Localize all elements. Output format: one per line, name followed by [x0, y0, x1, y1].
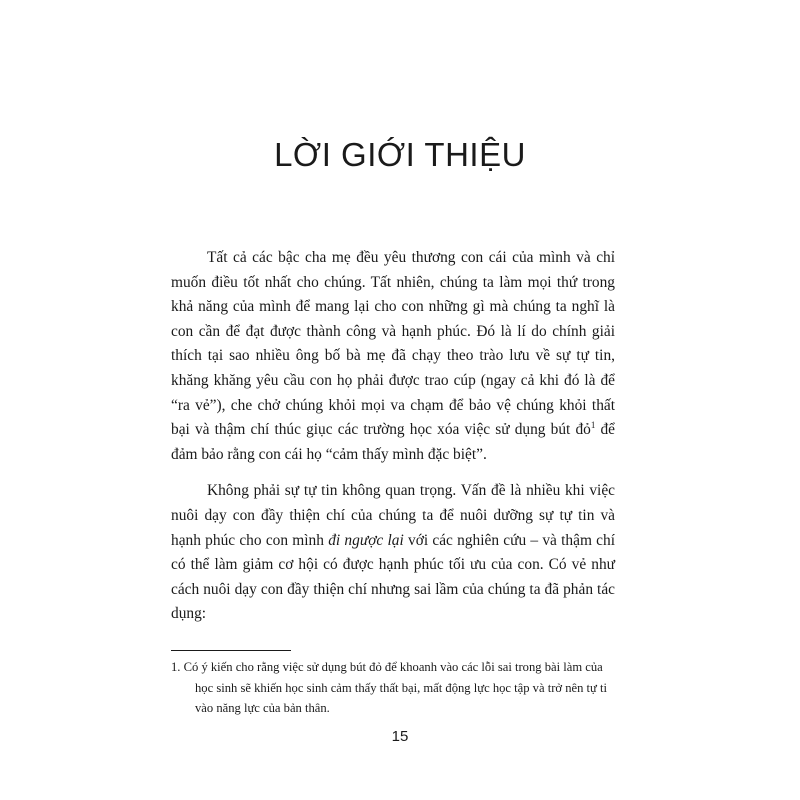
body-text	[171, 246, 615, 627]
footnote-text: 1. Có ý kiến cho rằng việc sử dụng bút đỏ để khoanh vào các lỗi sai trong bài làm của học sinh sẽ khiến học sinh cảm thấy thất bại, mất động lực học tập và trở nên tự ti vào năng lực của bản thân.	[171, 660, 608, 715]
paragraph-2-text-a: Không phải sự tự tin không quan trọng. Vấn đề là nhiều khi việc nuôi dạy con đầy thiện chí của chúng ta để nuôi dưỡng sự tự tin và hạnh phúc cho con mình	[171, 482, 615, 549]
footnote-divider	[171, 650, 291, 651]
paragraph-1	[171, 246, 615, 467]
chapter-title: LỜI GIỚI THIỆU	[274, 136, 526, 173]
paragraph-1-text-a: Tất cả các bậc cha mẹ đều yêu thương con cái của mình và chỉ muốn điều tốt nhất cho chúng. Tất nhiên, chúng ta làm mọi thứ trong khả năng của mình để mang lại cho con những gì mà chúng ta nghĩ là con cần để đạt được thành công và hạnh phúc. Đó là lí do chính giải thích tại sao nhiều ông bố bà mẹ đã chạy theo trào lưu về sự tự tin, khăng khăng yêu cầu con họ phải được trao cúp (ngay cả khi đó là để “ra vẻ”), che chở chúng khỏi mọi va chạm để bảo vệ chúng khỏi thất bại và thậm chí thúc giục các trường học xóa việc sử dụng bút đỏ	[171, 249, 615, 439]
footnote-reference: 1	[590, 420, 596, 431]
paragraph-2	[171, 479, 615, 627]
paragraph-2-text-b: với các nghiên cứu – và thậm chí có thể làm giảm cơ hội có được hạnh phúc tối ưu của con. Có vẻ như cách nuôi dạy con đầy thiện chí nhưng sai lầm của chúng ta đã phản tác dụng:	[171, 531, 615, 623]
footnote	[171, 657, 615, 719]
paragraph-1-text-b: để đảm bảo rằng con cái họ “cảm thấy mình đặc biệt”.	[171, 421, 616, 463]
paragraph-2-emphasis: đi ngược lại	[328, 531, 404, 549]
page-number: 15	[391, 728, 409, 745]
